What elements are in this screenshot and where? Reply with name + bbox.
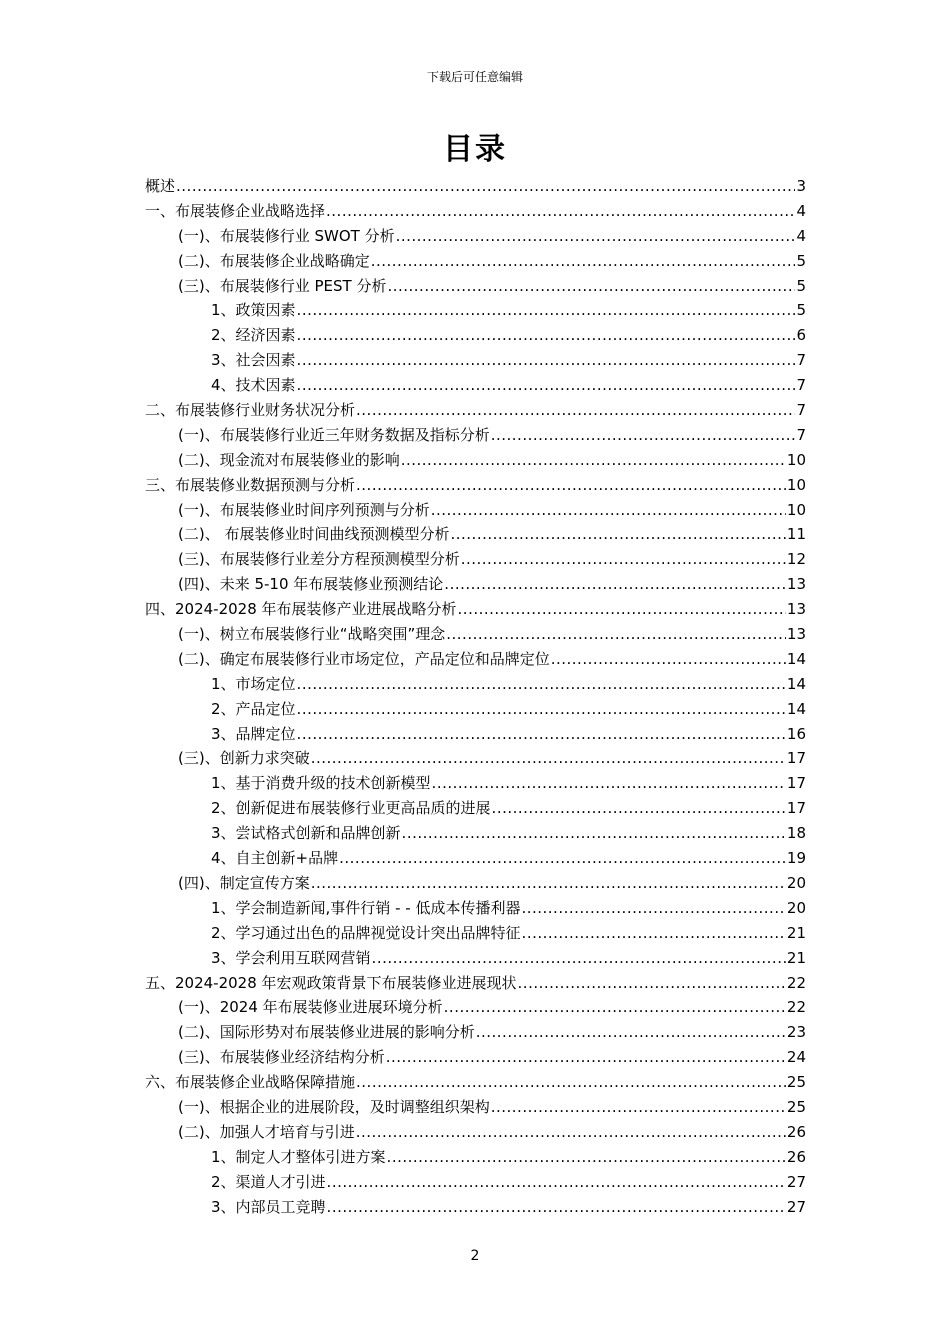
toc-entry[interactable] (145, 1045, 806, 1070)
toc-entry[interactable] (145, 448, 806, 473)
toc-dot-leader (521, 896, 785, 921)
toc-entry-text: 1、政策因素 (211, 301, 296, 320)
toc-entry[interactable] (145, 323, 806, 348)
toc-entry[interactable] (145, 1095, 806, 1120)
toc-entry-page: 4 (796, 226, 806, 245)
toc-entry-page: 27 (786, 1172, 806, 1191)
toc-entry-text: 1、学会制造新闻,事件行销 - - 低成本传播利器 (211, 898, 521, 917)
toc-entry[interactable] (145, 1020, 806, 1045)
toc-entry-page: 10 (786, 500, 806, 519)
toc-entry[interactable] (145, 547, 806, 572)
toc-entry[interactable] (145, 771, 806, 796)
toc-entry-text: 4、自主创新+品牌 (211, 849, 339, 868)
toc-dot-leader (431, 498, 786, 523)
toc-dot-leader (450, 522, 785, 547)
toc-entry-page: 10 (786, 475, 806, 494)
toc-dot-leader (446, 622, 786, 647)
toc-entry[interactable] (145, 572, 806, 597)
toc-entry[interactable] (145, 473, 806, 498)
toc-entry-page: 5 (796, 251, 806, 270)
toc-entry-text: 五、2024-2028 年宏观政策背景下布展装修业进展现状 (145, 973, 517, 992)
toc-entry[interactable] (145, 298, 806, 323)
toc-entry[interactable] (145, 522, 806, 547)
toc-entry-page: 25 (786, 1073, 806, 1092)
toc-entry[interactable] (145, 597, 806, 622)
toc-entry-page: 13 (786, 600, 806, 619)
toc-entry-page: 14 (786, 699, 806, 718)
toc-dot-leader (386, 1045, 786, 1070)
toc-dot-leader (356, 1120, 786, 1145)
toc-dot-leader (458, 597, 786, 622)
toc-entry-text: (四)、制定宣传方案 (178, 873, 310, 892)
toc-entry[interactable] (145, 274, 806, 299)
toc-entry[interactable] (145, 946, 806, 971)
toc-entry[interactable] (145, 971, 806, 996)
toc-dot-leader (522, 921, 786, 946)
toc-entry[interactable] (145, 423, 806, 448)
toc-entry-page: 25 (786, 1097, 806, 1116)
toc-entry-text: (二)、加强人才培育与引进 (178, 1122, 355, 1141)
toc-entry-page: 21 (786, 948, 806, 967)
toc-dot-leader (297, 298, 796, 323)
toc-entry-text: 2、创新促进布展装修行业更高品质的进展 (211, 799, 491, 818)
toc-entry[interactable] (145, 995, 806, 1020)
toc-dot-leader (551, 647, 786, 672)
toc-entry-page: 7 (796, 401, 806, 420)
toc-entry-page: 23 (786, 1023, 806, 1042)
toc-entry-page: 17 (786, 774, 806, 793)
toc-dot-leader (432, 771, 786, 796)
toc-dot-leader (401, 448, 786, 473)
toc-entry[interactable] (145, 846, 806, 871)
toc-dot-leader (387, 274, 795, 299)
toc-dot-leader (297, 348, 796, 373)
toc-dot-leader (297, 697, 786, 722)
toc-entry-page: 7 (796, 425, 806, 444)
toc-entry-text: (四)、未来 5-10 年布展装修业预测结论 (178, 575, 444, 594)
toc-dot-leader (311, 871, 786, 896)
toc-entry[interactable] (145, 1170, 806, 1195)
toc-entry-text: 1、市场定位 (211, 674, 296, 693)
toc-dot-leader (371, 249, 796, 274)
toc-entry[interactable] (145, 249, 806, 274)
toc-dot-leader (387, 1145, 786, 1170)
toc-entry-text: 1、制定人才整体引进方案 (211, 1147, 386, 1166)
toc-entry-page: 5 (796, 276, 806, 295)
toc-dot-leader (327, 1170, 786, 1195)
table-of-contents (145, 174, 806, 1219)
toc-entry-text: 2、经济因素 (211, 326, 296, 345)
toc-dot-leader (356, 1070, 786, 1095)
toc-entry-text: (一)、布展装修业时间序列预测与分析 (178, 500, 430, 519)
toc-dot-leader (491, 1095, 786, 1120)
toc-entry[interactable] (145, 821, 806, 846)
toc-dot-leader (297, 373, 796, 398)
toc-entry[interactable] (145, 373, 806, 398)
toc-entry-text: 2、渠道人才引进 (211, 1172, 326, 1191)
toc-entry-page: 20 (786, 898, 806, 917)
toc-dot-leader (518, 971, 786, 996)
toc-entry-page: 24 (786, 1048, 806, 1067)
toc-dot-leader (372, 946, 786, 971)
toc-dot-leader (491, 423, 796, 448)
toc-entry-text: (一)、2024 年布展装修业进展环境分析 (178, 998, 443, 1017)
toc-entry-page: 17 (786, 749, 806, 768)
toc-entry[interactable] (145, 1145, 806, 1170)
toc-entry[interactable] (145, 1195, 806, 1220)
toc-entry-text: 概述 (145, 177, 176, 195)
toc-entry-page: 21 (786, 923, 806, 942)
toc-entry-page: 11 (786, 525, 806, 544)
toc-entry[interactable] (145, 722, 806, 747)
toc-entry[interactable] (145, 1120, 806, 1145)
toc-dot-leader (444, 995, 786, 1020)
toc-entry[interactable] (145, 746, 806, 771)
toc-dot-leader (356, 473, 786, 498)
toc-entry[interactable] (145, 871, 806, 896)
page-number: 2 (470, 1248, 480, 1264)
toc-entry-text: 1、基于消费升级的技术创新模型 (211, 774, 431, 793)
toc-entry-text: 一、布展装修企业战略选择 (145, 201, 326, 220)
toc-entry-text: 2、学习通过出色的品牌视觉设计突出品牌特征 (211, 923, 521, 942)
toc-entry-text: 三、布展装修业数据预测与分析 (145, 475, 356, 494)
toc-entry-text: 六、布展装修企业战略保障措施 (145, 1073, 356, 1092)
toc-entry-text: 3、内部员工竞聘 (211, 1197, 326, 1216)
toc-dot-leader (492, 796, 786, 821)
toc-dot-leader (297, 722, 786, 747)
toc-entry-text: (三)、布展装修行业差分方程预测模型分析 (178, 550, 460, 569)
toc-entry-text: 3、品牌定位 (211, 724, 296, 743)
toc-dot-leader (297, 323, 796, 348)
toc-dot-leader (176, 174, 795, 199)
toc-dot-leader (339, 846, 786, 871)
toc-entry-page: 4 (796, 201, 806, 220)
toc-entry[interactable] (145, 896, 806, 921)
toc-entry[interactable] (145, 1070, 806, 1095)
toc-entry-text: (三)、布展装修业经济结构分析 (178, 1048, 385, 1067)
toc-dot-leader (396, 224, 796, 249)
toc-entry-page: 10 (786, 450, 806, 469)
toc-entry-text: (一)、根据企业的进展阶段，及时调整组织架构 (178, 1097, 490, 1116)
toc-entry-page: 13 (786, 575, 806, 594)
toc-entry[interactable] (145, 348, 806, 373)
toc-entry[interactable] (145, 224, 806, 249)
toc-dot-leader (444, 572, 786, 597)
toc-entry-page: 18 (786, 824, 806, 843)
toc-entry-page: 17 (786, 799, 806, 818)
toc-dot-leader (326, 199, 795, 224)
toc-dot-leader (402, 821, 786, 846)
toc-entry-text: (二)、国际形势对布展装修业进展的影响分析 (178, 1023, 475, 1042)
toc-entry[interactable] (145, 697, 806, 722)
toc-entry-text: (一)、布展装修行业 SWOT 分析 (178, 226, 395, 245)
toc-entry-page: 20 (786, 873, 806, 892)
toc-entry-page: 7 (796, 376, 806, 395)
toc-entry-page: 26 (786, 1147, 806, 1166)
toc-dot-leader (461, 547, 786, 572)
toc-entry-text: 二、布展装修行业财务状况分析 (145, 401, 356, 420)
toc-entry-text: (三)、布展装修行业 PEST 分析 (178, 276, 387, 295)
toc-title: 目录 (443, 132, 507, 167)
toc-entry-page: 14 (786, 649, 806, 668)
toc-entry-text: 2、产品定位 (211, 699, 296, 718)
toc-entry-page: 27 (786, 1197, 806, 1216)
toc-entry-text: (二)、 布展装修业时间曲线预测模型分析 (178, 525, 450, 544)
toc-entry-text: (二)、布展装修企业战略确定 (178, 251, 370, 270)
toc-entry-page: 12 (786, 550, 806, 569)
toc-entry[interactable] (145, 199, 806, 224)
toc-entry[interactable] (145, 622, 806, 647)
toc-entry-text: (一)、树立布展装修行业“战略突围”理念 (178, 625, 446, 644)
toc-entry-page: 13 (786, 625, 806, 644)
toc-entry-page: 6 (796, 326, 806, 345)
toc-entry-text: (二)、现金流对布展装修业的影响 (178, 450, 400, 469)
toc-entry-page: 22 (786, 973, 806, 992)
toc-entry[interactable] (145, 174, 806, 199)
toc-dot-leader (356, 398, 795, 423)
toc-entry[interactable] (145, 398, 806, 423)
toc-entry-text: (二)、确定布展装修行业市场定位，产品定位和品牌定位 (178, 649, 550, 668)
toc-dot-leader (297, 672, 786, 697)
toc-entry-page: 26 (786, 1122, 806, 1141)
toc-dot-leader (476, 1020, 786, 1045)
toc-entry-page: 5 (796, 301, 806, 320)
toc-entry-text: (一)、布展装修行业近三年财务数据及指标分析 (178, 425, 490, 444)
toc-entry[interactable] (145, 921, 806, 946)
toc-entry-page: 22 (786, 998, 806, 1017)
toc-entry[interactable] (145, 796, 806, 821)
toc-entry-page: 3 (796, 177, 806, 195)
toc-dot-leader (327, 1195, 786, 1220)
toc-entry-text: 3、尝试格式创新和品牌创新 (211, 824, 401, 843)
toc-entry-page: 16 (786, 724, 806, 743)
toc-entry-page: 7 (796, 351, 806, 370)
toc-entry[interactable] (145, 672, 806, 697)
toc-entry-text: 4、技术因素 (211, 376, 296, 395)
toc-entry[interactable] (145, 647, 806, 672)
toc-entry-text: (三)、创新力求突破 (178, 749, 310, 768)
toc-entry-page: 14 (786, 674, 806, 693)
toc-entry-text: 3、学会利用互联网营销 (211, 948, 371, 967)
toc-entry-page: 19 (786, 849, 806, 868)
page-header: 下载后可任意编辑 (426, 70, 523, 84)
toc-dot-leader (311, 746, 786, 771)
toc-entry-text: 3、社会因素 (211, 351, 296, 370)
toc-entry-text: 四、2024-2028 年布展装修产业进展战略分析 (145, 600, 457, 619)
toc-entry[interactable] (145, 498, 806, 523)
